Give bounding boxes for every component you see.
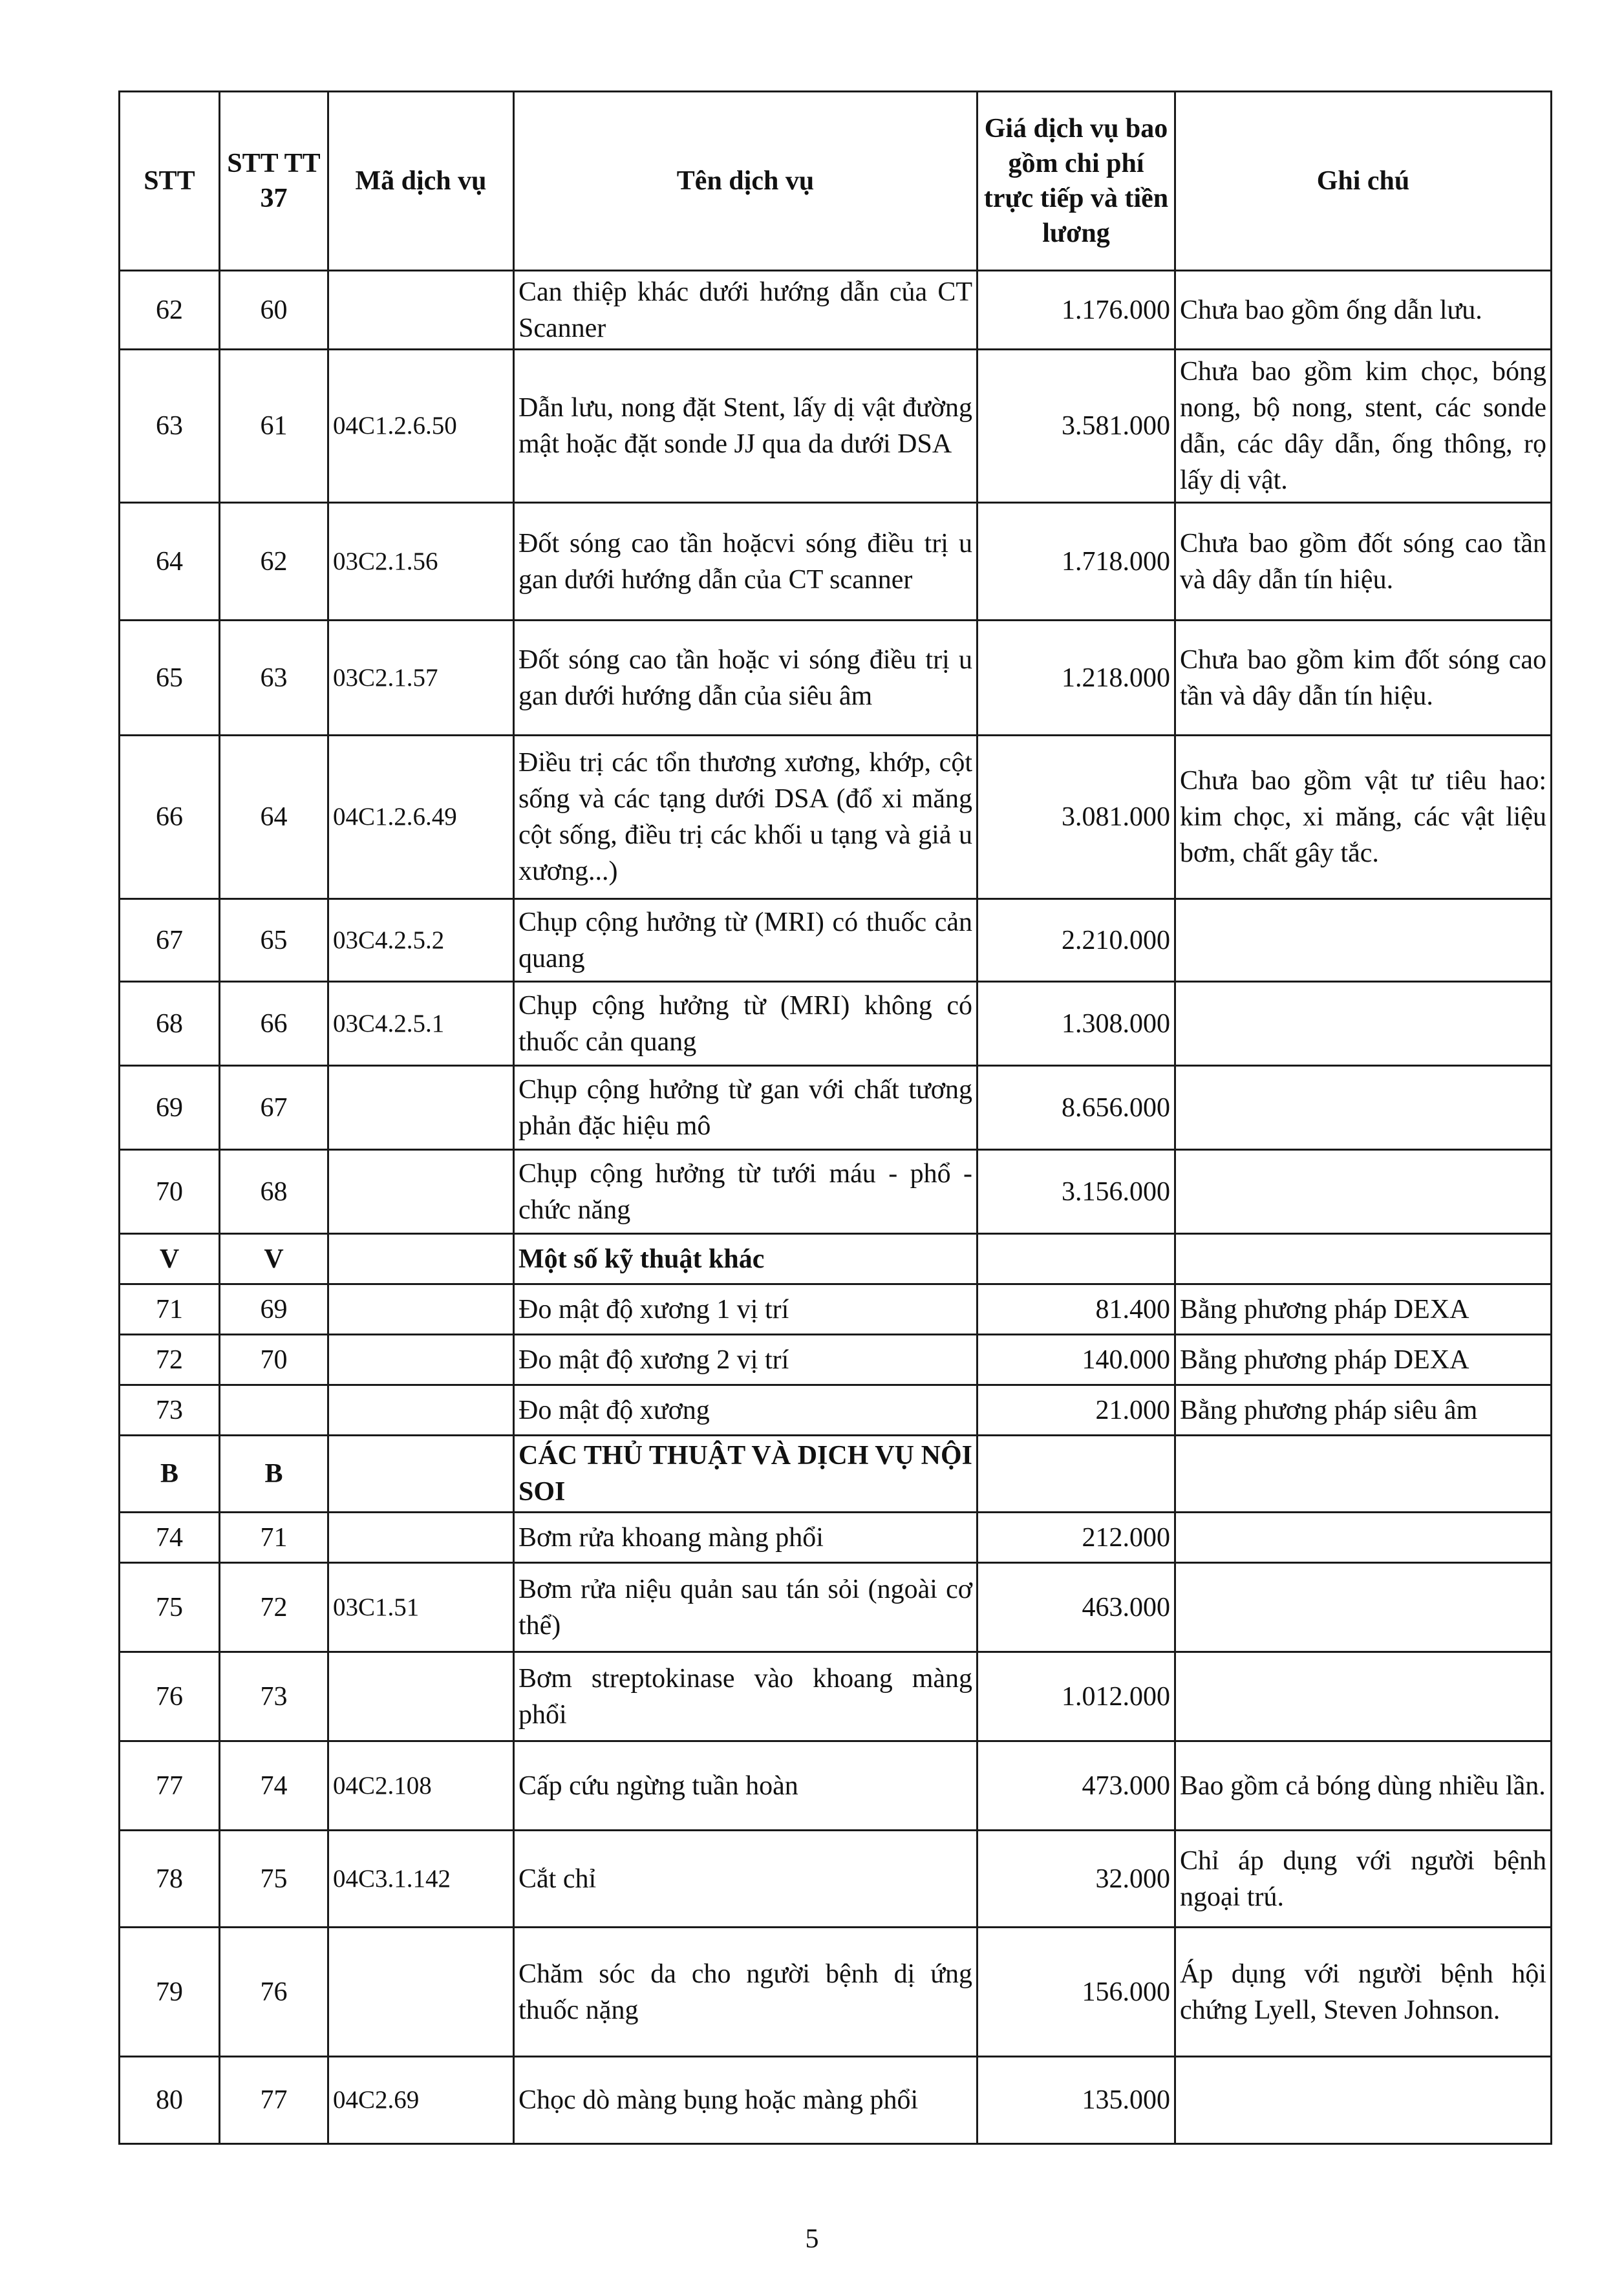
cell-note: Bằng phương pháp siêu âm <box>1175 1385 1552 1436</box>
cell-service-code: 03C4.2.5.2 <box>328 899 514 982</box>
cell-note <box>1175 1234 1552 1284</box>
cell-service-code: 04C1.2.6.50 <box>328 350 514 503</box>
cell-price: 1.012.000 <box>978 1652 1175 1741</box>
cell-service-name: Đo mật độ xương 1 vị trí <box>514 1284 978 1335</box>
cell-note: Bằng phương pháp DEXA <box>1175 1335 1552 1385</box>
cell-stt-tt37: 68 <box>220 1150 328 1234</box>
cell-service-name: Bơm streptokinase vào khoang màng phổi <box>514 1652 978 1741</box>
cell-note <box>1175 1563 1552 1652</box>
cell-note <box>1175 1513 1552 1563</box>
cell-stt: B <box>120 1436 220 1513</box>
cell-service-code <box>328 1150 514 1234</box>
cell-stt-tt37: 63 <box>220 621 328 736</box>
table-row <box>120 350 1552 503</box>
cell-note <box>1175 2057 1552 2144</box>
cell-stt: 73 <box>120 1385 220 1436</box>
table-row <box>120 1928 1552 2057</box>
cell-stt: 64 <box>120 503 220 621</box>
cell-service-name: Chụp cộng hưởng từ tưới máu - phổ - chức năng <box>514 1150 978 1234</box>
cell-stt: 63 <box>120 350 220 503</box>
cell-service-code: 03C1.51 <box>328 1563 514 1652</box>
cell-note: Bằng phương pháp DEXA <box>1175 1284 1552 1335</box>
cell-note: Chưa bao gồm kim đốt sóng cao tần và dây dẫn tín hiệu. <box>1175 621 1552 736</box>
cell-note: Áp dụng với người bệnh hội chứng Lyell, Steven Johnson. <box>1175 1928 1552 2057</box>
cell-service-code: 03C4.2.5.1 <box>328 982 514 1066</box>
cell-note <box>1175 1652 1552 1741</box>
header-service-name: Tên dịch vụ <box>514 92 978 271</box>
page-number: 5 <box>805 2224 819 2254</box>
cell-service-name: Chụp cộng hưởng từ (MRI) có thuốc cản quang <box>514 899 978 982</box>
table-row <box>120 1385 1552 1436</box>
cell-service-code: 04C1.2.6.49 <box>328 736 514 899</box>
cell-note <box>1175 899 1552 982</box>
table-row <box>120 503 1552 621</box>
cell-service-code: 04C2.69 <box>328 2057 514 2144</box>
cell-price: 21.000 <box>978 1385 1175 1436</box>
cell-service-name: Đốt sóng cao tần hoặc vi sóng điều trị u gan dưới hướng dẫn của siêu âm <box>514 621 978 736</box>
table-row <box>120 1066 1552 1150</box>
cell-stt: 77 <box>120 1741 220 1831</box>
table-row <box>120 271 1552 350</box>
cell-price: 1.218.000 <box>978 621 1175 736</box>
cell-price: 3.156.000 <box>978 1150 1175 1234</box>
cell-price: 140.000 <box>978 1335 1175 1385</box>
cell-service-name: Bơm rửa niệu quản sau tán sỏi (ngoài cơ thể) <box>514 1563 978 1652</box>
cell-price: 156.000 <box>978 1928 1175 2057</box>
cell-stt: 66 <box>120 736 220 899</box>
cell-price <box>978 1436 1175 1513</box>
table-row <box>120 1513 1552 1563</box>
cell-stt: 80 <box>120 2057 220 2144</box>
table-row <box>120 1150 1552 1234</box>
cell-service-code: 03C2.1.57 <box>328 621 514 736</box>
cell-service-name: Đốt sóng cao tần hoặcvi sóng điều trị u gan dưới hướng dẫn của CT scanner <box>514 503 978 621</box>
cell-service-code <box>328 1436 514 1513</box>
cell-stt-tt37: 65 <box>220 899 328 982</box>
cell-service-name: Bơm rửa khoang màng phổi <box>514 1513 978 1563</box>
cell-price: 81.400 <box>978 1284 1175 1335</box>
cell-price: 135.000 <box>978 2057 1175 2144</box>
cell-stt: 79 <box>120 1928 220 2057</box>
cell-service-name: Dẫn lưu, nong đặt Stent, lấy dị vật đường mật hoặc đặt sonde JJ qua da dưới DSA <box>514 350 978 503</box>
cell-service-name: Chụp cộng hưởng từ (MRI) không có thuốc cản quang <box>514 982 978 1066</box>
cell-price: 473.000 <box>978 1741 1175 1831</box>
cell-service-name: Điều trị các tổn thương xương, khớp, cột sống và các tạng dưới DSA (đổ xi măng cột sống, điều trị các khối u tạng và giả u xương...) <box>514 736 978 899</box>
price-table <box>118 90 1552 2145</box>
cell-service-name: Chọc dò màng bụng hoặc màng phổi <box>514 2057 978 2144</box>
cell-price: 3.581.000 <box>978 350 1175 503</box>
cell-service-code <box>328 1284 514 1335</box>
table-row <box>120 1335 1552 1385</box>
cell-stt-tt37: 62 <box>220 503 328 621</box>
cell-service-code <box>328 1385 514 1436</box>
table-row <box>120 1741 1552 1831</box>
table-row <box>120 1284 1552 1335</box>
cell-note <box>1175 982 1552 1066</box>
header-stt: STT <box>120 92 220 271</box>
cell-price: 8.656.000 <box>978 1066 1175 1150</box>
cell-service-name: Đo mật độ xương 2 vị trí <box>514 1335 978 1385</box>
header-price: Giá dịch vụ bao gồm chi phí trực tiếp và tiền lương <box>978 92 1175 271</box>
cell-service-code <box>328 1513 514 1563</box>
cell-stt: 68 <box>120 982 220 1066</box>
cell-note: Chỉ áp dụng với người bệnh ngoại trú. <box>1175 1831 1552 1928</box>
cell-stt-tt37: V <box>220 1234 328 1284</box>
cell-stt-tt37: 72 <box>220 1563 328 1652</box>
table-row <box>120 1652 1552 1741</box>
cell-stt: 76 <box>120 1652 220 1741</box>
cell-price <box>978 1234 1175 1284</box>
cell-price: 2.210.000 <box>978 899 1175 982</box>
cell-stt-tt37: 66 <box>220 982 328 1066</box>
table-row <box>120 1831 1552 1928</box>
cell-service-name: Chăm sóc da cho người bệnh dị ứng thuốc nặng <box>514 1928 978 2057</box>
cell-service-code: 03C2.1.56 <box>328 503 514 621</box>
cell-stt: 70 <box>120 1150 220 1234</box>
cell-note <box>1175 1436 1552 1513</box>
section-row <box>120 1436 1552 1513</box>
cell-stt-tt37: 61 <box>220 350 328 503</box>
table-row <box>120 621 1552 736</box>
cell-stt-tt37: B <box>220 1436 328 1513</box>
cell-price: 463.000 <box>978 1563 1175 1652</box>
cell-stt: 74 <box>120 1513 220 1563</box>
cell-stt-tt37: 73 <box>220 1652 328 1741</box>
cell-price: 1.718.000 <box>978 503 1175 621</box>
cell-price: 212.000 <box>978 1513 1175 1563</box>
cell-stt-tt37: 74 <box>220 1741 328 1831</box>
cell-service-code: 04C2.108 <box>328 1741 514 1831</box>
cell-stt-tt37: 60 <box>220 271 328 350</box>
cell-service-name: Cấp cứu ngừng tuần hoàn <box>514 1741 978 1831</box>
cell-service-code <box>328 1234 514 1284</box>
cell-service-code <box>328 1928 514 2057</box>
cell-note: Chưa bao gồm đốt sóng cao tần và dây dẫn tín hiệu. <box>1175 503 1552 621</box>
header-stt-tt37: STT TT 37 <box>220 92 328 271</box>
cell-stt-tt37: 75 <box>220 1831 328 1928</box>
table-row <box>120 2057 1552 2144</box>
table-row <box>120 736 1552 899</box>
cell-stt: 65 <box>120 621 220 736</box>
cell-stt-tt37: 71 <box>220 1513 328 1563</box>
cell-stt-tt37: 69 <box>220 1284 328 1335</box>
cell-stt: 71 <box>120 1284 220 1335</box>
cell-stt-tt37: 70 <box>220 1335 328 1385</box>
table-row <box>120 982 1552 1066</box>
cell-service-name: Một số kỹ thuật khác <box>514 1234 978 1284</box>
header-service-code: Mã dịch vụ <box>328 92 514 271</box>
cell-stt: 69 <box>120 1066 220 1150</box>
cell-service-name: Đo mật độ xương <box>514 1385 978 1436</box>
cell-note: Chưa bao gồm ống dẫn lưu. <box>1175 271 1552 350</box>
cell-stt: 78 <box>120 1831 220 1928</box>
cell-stt: 75 <box>120 1563 220 1652</box>
cell-stt: V <box>120 1234 220 1284</box>
cell-price: 1.176.000 <box>978 271 1175 350</box>
cell-stt-tt37 <box>220 1385 328 1436</box>
header-note: Ghi chú <box>1175 92 1552 271</box>
cell-price: 1.308.000 <box>978 982 1175 1066</box>
cell-note: Chưa bao gồm vật tư tiêu hao: kim chọc, xi măng, các vật liệu bơm, chất gây tắc. <box>1175 736 1552 899</box>
cell-service-name: Cắt chỉ <box>514 1831 978 1928</box>
cell-note: Chưa bao gồm kim chọc, bóng nong, bộ nong, stent, các sonde dẫn, các dây dẫn, ống thông, rọ lấy dị vật. <box>1175 350 1552 503</box>
cell-service-name: Can thiệp khác dưới hướng dẫn của CT Scanner <box>514 271 978 350</box>
cell-stt-tt37: 77 <box>220 2057 328 2144</box>
section-row <box>120 1234 1552 1284</box>
cell-stt: 62 <box>120 271 220 350</box>
header-row <box>120 92 1552 271</box>
cell-service-code <box>328 1652 514 1741</box>
cell-service-name: CÁC THỦ THUẬT VÀ DỊCH VỤ NỘI SOI <box>514 1436 978 1513</box>
cell-note <box>1175 1150 1552 1234</box>
cell-stt-tt37: 76 <box>220 1928 328 2057</box>
cell-price: 3.081.000 <box>978 736 1175 899</box>
cell-service-code <box>328 271 514 350</box>
table-row <box>120 899 1552 982</box>
cell-stt: 72 <box>120 1335 220 1385</box>
cell-stt: 67 <box>120 899 220 982</box>
cell-service-name: Chụp cộng hưởng từ gan với chất tương phản đặc hiệu mô <box>514 1066 978 1150</box>
table-row <box>120 1563 1552 1652</box>
cell-price: 32.000 <box>978 1831 1175 1928</box>
cell-service-code <box>328 1335 514 1385</box>
cell-note <box>1175 1066 1552 1150</box>
cell-note: Bao gồm cả bóng dùng nhiều lần. <box>1175 1741 1552 1831</box>
cell-service-code: 04C3.1.142 <box>328 1831 514 1928</box>
cell-stt-tt37: 64 <box>220 736 328 899</box>
cell-stt-tt37: 67 <box>220 1066 328 1150</box>
cell-service-code <box>328 1066 514 1150</box>
